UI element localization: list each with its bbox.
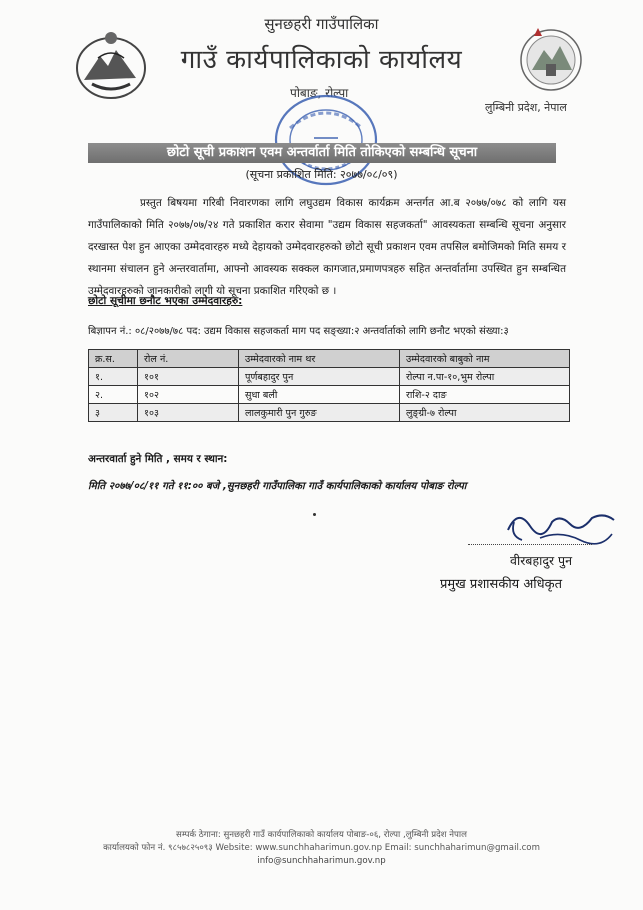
signatory-role: प्रमुख प्रशासकीय अधिकृत [440,577,563,592]
office-location: पोबाङ, रोल्पा [290,86,349,100]
name-cell: सुधा बली [239,386,400,404]
column-header: उम्मेदवारको नाम थर [239,350,400,368]
candidate-table [88,349,570,422]
father-name-cell: राशि-२ दाङ [400,386,570,404]
publish-date: (सूचना प्रकाशित मिति: २०७७/०८/०९) [245,168,398,181]
footer-address: सम्पर्क ठेगाना: सुनछहरी गाउँ कार्यपालिकाको कार्यालय पोबाङ-०६, रोल्पा ,लुम्बिनी प्रदेश नेपाल [176,830,467,840]
name-cell: लालकुमारी पुन गुरुङ [239,404,400,422]
serial-cell: ३ [89,404,138,422]
table-row [89,404,570,422]
paragraph-first-line: प्रस्तुत बिषयमा गरिबी निवारणका लागि लघुउद्यम विकास कार्यक्रम अन्तर्गत आ.ब २०७७/०७८ को लागि यस [140,197,566,209]
footer-phone-web: कार्यालयको फोन नं. ९८५७८२५०९३ Website: www.sunchhaharimun.gov.np Email: sunchhaharimun@gmail.com [103,843,540,853]
footer-email: info@sunchhaharimun.gov.np [257,856,386,866]
serial-cell: २. [89,386,138,404]
serial-cell: १. [89,368,138,386]
column-header: रोल नं. [138,350,239,368]
province-label: लुम्बिनी प्रदेश, नेपाल [485,101,567,114]
signature-icon [500,500,620,550]
shortlist-heading: छोटो सूचीमा छनौट भएका उम्मेदवारहरु: [88,295,243,307]
notice-title-banner: छोटो सूची प्रकाशन एवम अन्तर्वार्ता मिति तोकिएको सम्बन्धि सूचना [88,143,556,163]
column-header: उम्मेदवारको बाबुको नाम [400,350,570,368]
interview-heading: अन्तरवार्ता हुने मिति , समय र स्थान: [88,453,228,465]
signature-line [468,544,592,545]
interview-details: मिति २०७७/०८/११ गते ११:०० बजे ,सुनछहरी गाउँपालिका गाउँ कार्यपालिकाको कार्यालय पोबाङ रोल्पा [88,481,467,492]
paragraph-rest: गाउँपालिकाको मिति २०७७/०७/२४ गते प्रकाशित करार सेवामा "उद्यम विकास सहजकर्ता" आवस्यकता सम्बन्धि सूचना अनुसार दरखास्त पेश हुन आएका उम्मेदवारहरु मध्ये देहायको उम्मेदवारहरुको छोटो सूची प्रकाशन एवम तपसिल बमोजिमको मिति समय र स्थानमा संचालन हुने अन्तरवार्तामा, आफ्नो आवस्यक सक्कल कागजात,प्रमाणपत्रहरु सहित अन्तर्वार्तामा उपस्थित हुन सम्बन्धित उम्मेदवारहरुको जानकारीको लागी यो सूचना प्रकाशित गरिएको छ । [88,219,566,297]
table-row [89,368,570,386]
municipality-name: सुनछहरी गाउँपालिका [264,15,379,33]
father-name-cell: लुङ्ग्री-७ रोल्पा [400,404,570,422]
province-emblem-icon [512,26,590,98]
table-row [89,386,570,404]
name-cell: पूर्णबहादुर पुन [239,368,400,386]
notice-body-paragraph [88,192,566,302]
father-name-cell: रोल्पा न.पा-१०,भुम रोल्पा [400,368,570,386]
roll-cell: १०२ [138,386,239,404]
advertisement-details: बिज्ञापन नं.: ०८/२०७७/७८ पद: उद्यम विकास सहजकर्ता माग पद सङ्ख्या:२ अन्तर्वार्ताको लागि छनौट भएको संख्या:३ [88,326,509,337]
roll-cell: १०३ [138,404,239,422]
signatory-name: वीरबहादुर पुन [510,553,573,568]
office-title: गाउँ कार्यपालिकाको कार्यालय [180,45,463,75]
table-header-row [89,350,570,368]
roll-cell: १०१ [138,368,239,386]
ink-dot [313,513,316,516]
column-header: क्र.स. [89,350,138,368]
footer-contact [0,829,643,868]
